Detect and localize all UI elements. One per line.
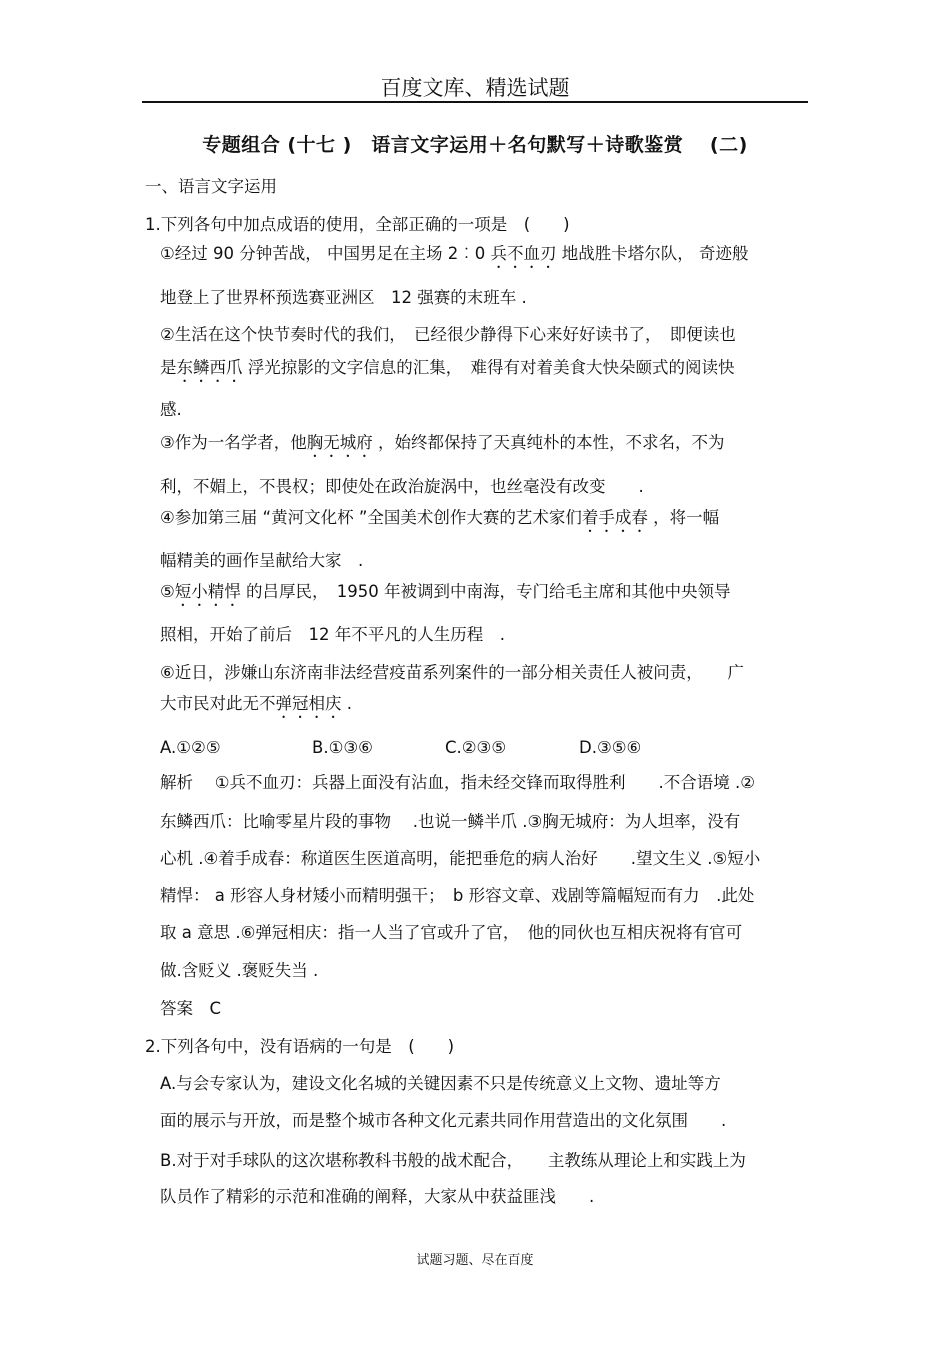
header-title: 百度文库、精选试题 (380, 76, 570, 100)
q2-option-b-line-1: B.对于对手球队的这次堪称教科书般的战术配合， 主教练从理论上和实践上为 (160, 1151, 746, 1170)
option-c: C.②③⑤ (445, 738, 507, 757)
q1-sentence-2-line-2 (160, 357, 735, 386)
q1-sentence-5-line-2: 照相，开始了前后 12 年不平凡的人生历程 . (160, 625, 505, 644)
q2-option-a-line-2: 面的展示与开放，而是整个城市各种文化元素共同作用营造出的文化氛围 . (160, 1111, 727, 1130)
emphasized-idiom: 胸无城府 (306, 433, 373, 452)
q1-sentence-4-line-1 (160, 507, 719, 536)
question-1-stem: 1.下列各句中加点成语的使用，全部正确的一项是 ( ) (145, 215, 570, 234)
question-2-stem: 2.下列各句中，没有语病的一句是 ( ) (145, 1037, 455, 1056)
answer: 答案 C (160, 999, 222, 1018)
q1-sentence-1-line-2: 地登上了世界杯预选赛亚洲区 12 强赛的末班车 . (160, 288, 527, 307)
q2-option-a-line-1: A.与会专家认为，建设文化名城的关键因素不只是传统意义上文物、遗址等方 (160, 1074, 721, 1093)
text: 地战胜卡塔尔队， 奇迹般 (556, 244, 749, 263)
q1-sentence-5-line-1 (160, 581, 731, 610)
q1-sentence-3-line-2: 利，不媚上，不畏权；即使处在政治旋涡中，也丝毫没有改变 . (160, 477, 644, 496)
text: 是 (160, 358, 177, 377)
analysis-line-1: 解析 ①兵不血刃：兵器上面没有沾血，指未经交锋而取得胜利 .不合语境 .② (160, 773, 756, 792)
option-a: A.①②⑤ (160, 738, 221, 757)
analysis-line-2: 东鳞西爪：比喻零星片段的事物 .也说一鳞半爪 .③胸无城府：为人坦率，没有 (160, 812, 741, 831)
analysis-line-3: 心机 .④着手成春：称道医生医道高明，能把垂危的病人治好 .望文生义 .⑤短小 (160, 849, 761, 868)
emphasized-idiom: 东鳞西爪 (176, 358, 243, 377)
q1-sentence-1-line-1 (160, 243, 749, 272)
text: ③作为一名学者，他 (160, 433, 307, 452)
q1-sentence-2-line-1: ②生活在这个快节奏时代的我们， 已经很少静得下心来好好读书了， 即便读也 (160, 325, 736, 344)
analysis-line-4: 精悍： a 形容人身材矮小而精明强干； b 形容文章、戏剧等篇幅短而有力 .此处 (160, 886, 755, 905)
analysis-line-5: 取 a 意思 .⑥弹冠相庆：指一人当了官或升了官， 他的同伙也互相庆祝将有官可 (160, 923, 743, 942)
text: ，始终都保持了天真纯朴的本性，不求名，不为 (372, 433, 725, 452)
section-heading: 一、语言文字运用 (145, 177, 277, 196)
analysis-line-6: 做.含贬义 .褒贬失当 . (160, 961, 319, 980)
emphasized-idiom: 短小精悍 (174, 582, 241, 601)
text: . (341, 694, 352, 713)
option-b: B.①③⑥ (312, 738, 373, 757)
text: ①经过 90 分钟苦战， 中国男足在主场 2︰0 (160, 244, 491, 263)
q1-sentence-4-line-2: 幅精美的画作呈献给大家 . (160, 551, 364, 570)
q1-sentence-6-line-2 (160, 693, 352, 722)
document-title: 专题组合 (十七 ) 语言文字运用＋名句默写＋诗歌鉴赏 (二) (202, 134, 748, 156)
text: ，将一幅 (647, 508, 720, 527)
emphasized-idiom: 弹冠相庆 (275, 694, 342, 713)
option-d: D.③⑤⑥ (579, 738, 642, 757)
text: 浮光掠影的文字信息的汇集， 难得有对着美食大快朵颐式的阅读快 (242, 358, 735, 377)
emphasized-idiom: 着手成春 (581, 508, 648, 527)
q1-sentence-3-line-1 (160, 432, 725, 461)
text: 的吕厚民， 1950 年被调到中南海，专门给毛主席和其他中央领导 (240, 582, 731, 601)
emphasized-idiom: 兵不血刃 (490, 244, 557, 263)
q1-sentence-2-line-3: 感. (160, 400, 182, 419)
text: ⑤ (160, 582, 175, 601)
q2-option-b-line-2: 队员作了精彩的示范和准确的阐释，大家从中获益匪浅 . (160, 1187, 595, 1206)
q1-sentence-6-line-1: ⑥近日，涉嫌山东济南非法经营疫苗系列案件的一部分相关责任人被问责， 广 (160, 663, 745, 682)
text: 大市民对此无不 (160, 694, 276, 713)
text: ④参加第三届 “黄河文化杯 ”全国美术创作大赛的艺术家们 (160, 508, 582, 527)
footer-text: 试题习题、尽在百度 (416, 1253, 534, 1268)
header-divider (142, 101, 808, 103)
